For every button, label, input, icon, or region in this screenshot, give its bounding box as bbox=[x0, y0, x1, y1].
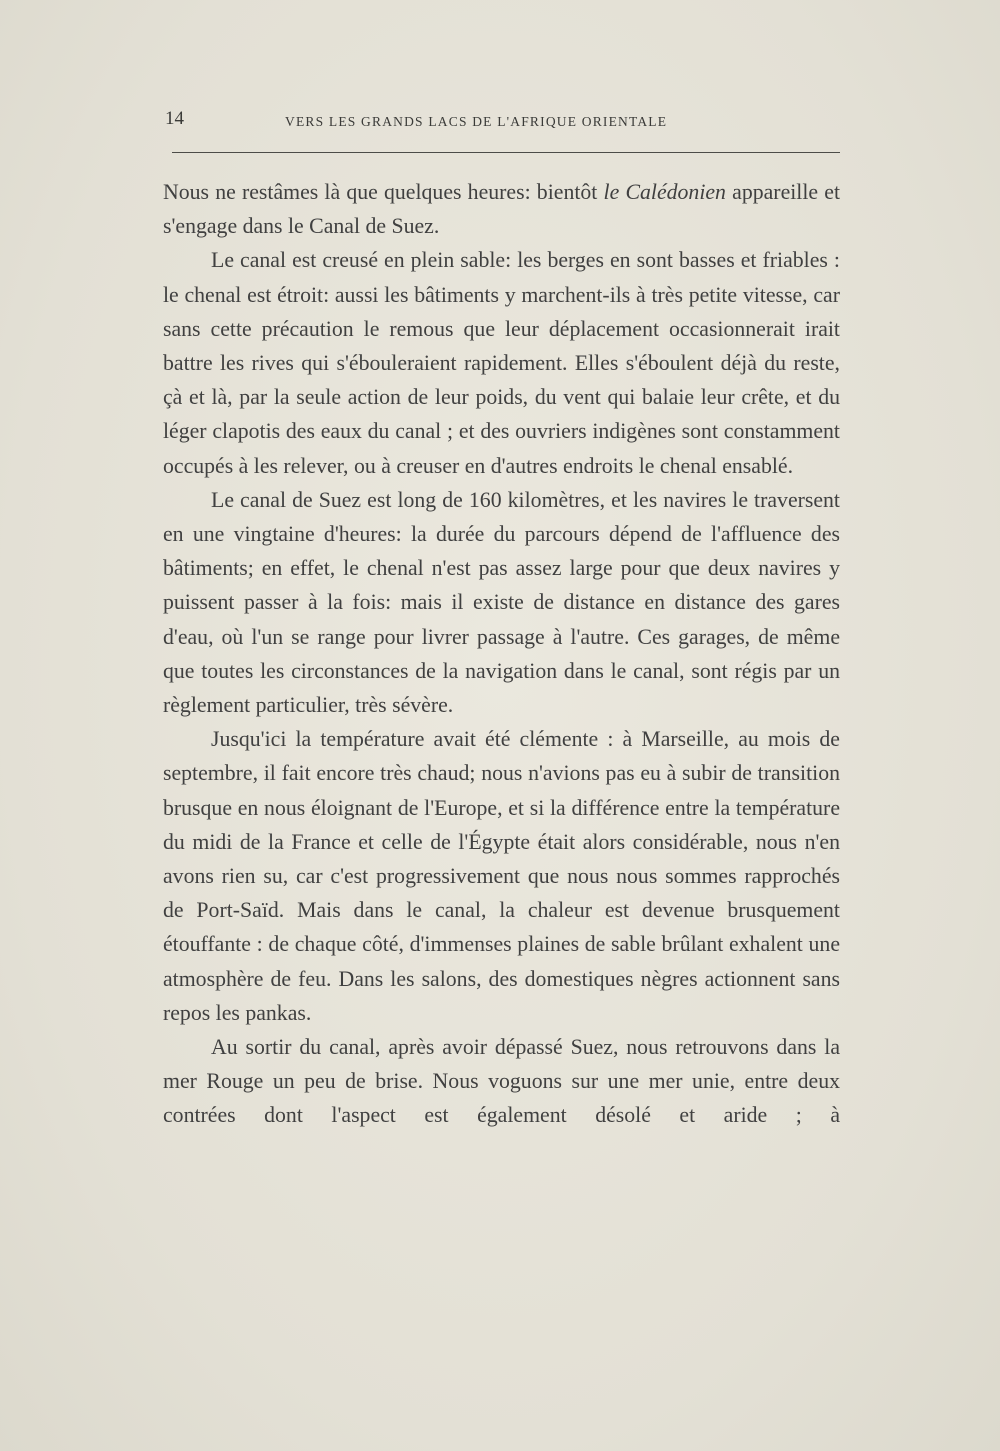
paragraph-1-text-b: appareille et s'engage dans le Canal de Suez. bbox=[163, 180, 841, 239]
page-header bbox=[165, 108, 840, 138]
paragraph-2: Le canal est creusé en plein sable: les berges en sont basses et friables : le chenal est étroit: aussi les bâtiments y marchent-ils à très petite vitesse, car sans cette précaution le remous que leur déplacement occasionnerait irait battre les rives qui s'ébouleraient rapidement. Elles s'éboulent déjà du reste, çà et là, par la seule action de leur poids, du vent qui balaie leur crête, et du léger clapotis des eaux du canal ; et des ouvriers indigènes sont constamment occupés à les relever, ou à creuser en d'autres endroits le chenal ensablé. bbox=[163, 248, 840, 478]
ship-name: le Calédonien bbox=[603, 180, 726, 204]
paragraph-1-text-a: Nous ne restâmes là que quelques heures: bientôt bbox=[163, 180, 604, 204]
page-number: 14 bbox=[165, 108, 184, 129]
header-rule bbox=[172, 152, 840, 153]
paragraph-1 bbox=[163, 175, 840, 243]
paragraph-5: Au sortir du canal, après avoir dépassé Suez, nous retrouvons dans la mer Rouge un peu de brise. Nous voguons sur une mer unie, entre deux contrées dont l'aspect est également désolé et aride ; à bbox=[163, 1035, 840, 1128]
paragraph-4: Jusqu'ici la température avait été clémente : à Marseille, au mois de septembre, il fait encore très chaud; nous n'avions pas eu à subir de transition brusque en nous éloignant de l'Europe, et si la différence entre la température du midi de la France et celle de l'Égypte était alors considérable, nous n'en avons rien su, car c'est progressivement que nous nous sommes rapprochés de Port-Saïd. Mais dans le canal, la chaleur est devenue brusquement étouffante : de chaque côté, d'immenses plaines de sable brûlant exhalent une atmosphère de feu. Dans les salons, des domestiques nègres actionnent sans repos les pankas. bbox=[163, 727, 840, 1025]
running-title: VERS LES GRANDS LACS DE L'AFRIQUE ORIENTALE bbox=[285, 114, 668, 129]
paragraph-3: Le canal de Suez est long de 160 kilomètres, et les navires le traversent en une vingtaine d'heures: la durée du parcours dépend de l'affluence des bâtiments; en effet, le chenal n'est pas assez large pour que deux navires y puissent passer à la fois: mais il existe de distance en distance des gares d'eau, où l'un se range pour livrer passage à l'autre. Ces garages, de même que toutes les circonstances de la navigation dans le canal, sont régis par un règlement particulier, très sévère. bbox=[163, 487, 840, 718]
body-text bbox=[163, 175, 840, 1133]
